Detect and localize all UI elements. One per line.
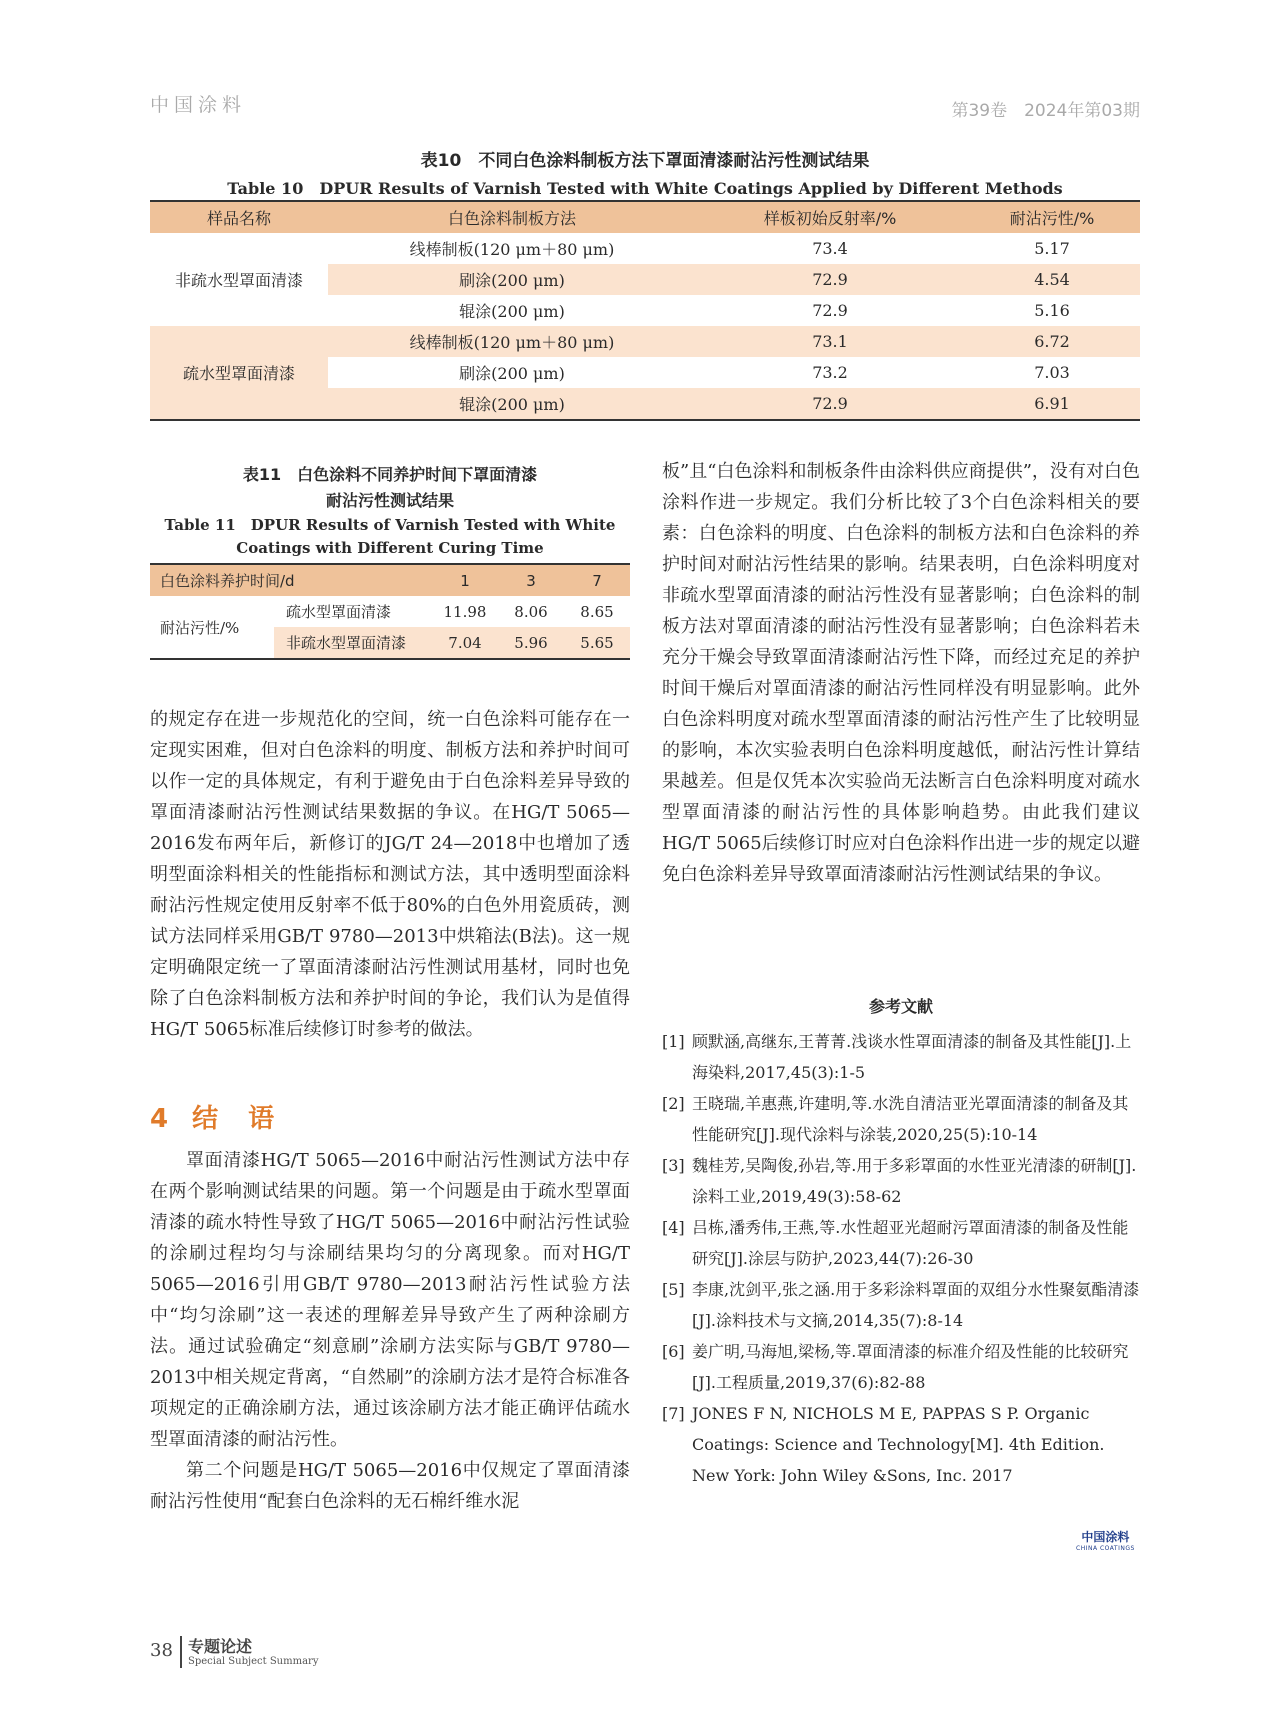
table10-reflectance: 72.9 — [812, 301, 848, 320]
logo-cn: 中国涂料 — [1081, 1530, 1130, 1544]
table10-dpur: 4.54 — [1034, 270, 1070, 289]
table11-header-row — [150, 564, 630, 596]
table11-value: 7.04 — [432, 627, 498, 659]
reference-number: [5] — [662, 1280, 685, 1299]
table10-method: 刷涂(200 μm) — [459, 364, 565, 383]
table11-day: 7 — [564, 564, 630, 596]
reference-item — [662, 1026, 1140, 1088]
reference-item — [662, 1088, 1140, 1150]
table-row — [150, 233, 1140, 264]
reference-text: JONES F N, NICHOLS M E, PAPPAS S P. Organic Coatings: Science and Technology[M]. 4th Edition. New York: John Wiley &Sons, Inc. 2017 — [692, 1404, 1105, 1485]
reference-number: [1] — [662, 1032, 685, 1051]
table11-value: 11.98 — [443, 602, 487, 621]
reference-text: 魏桂芳,吴陶俊,孙岩,等.用于多彩罩面的水性亚光清漆的研制[J].涂料工业,2019,49(3):58-62 — [692, 1156, 1137, 1206]
reference-text: 顾默涵,高继东,王菁菁.浅谈水性罩面清漆的制备及其性能[J].上海染料,2017,45(3):1-5 — [692, 1032, 1132, 1082]
paragraph: 罩面清漆HG/T 5065—2016中耐沾污性测试方法中存在两个影响测试结果的问题。第一个问题是由于疏水型罩面清漆的疏水特性导致了HG/T 5065—2016中耐沾污性试验的涂刷过程均匀与涂刷结果均匀的分离现象。而对HG/T 5065—2016引用GB/T 9780—2013耐沾污性试验方法中“均匀涂刷”这一表述的理解差异导致产生了两种涂刷方法。通过试验确定“刻意刷”涂刷方法实际与GB/T 9780—2013中相关规定背离，“自然刷”的涂刷方法才是符合标准各项规定的正确涂刷方法，通过该涂刷方法才能正确评估疏水型罩面清漆的耐沾污性。 — [150, 1150, 630, 1450]
table11-header-label: 白色涂料养护时间/d — [150, 564, 432, 596]
table11-series-name: 非疏水型罩面清漆 — [274, 627, 432, 659]
table10-reflectance: 72.9 — [696, 388, 964, 420]
table11 — [150, 563, 630, 660]
reference-number: [3] — [662, 1156, 685, 1175]
table11-value: 8.06 — [514, 602, 548, 621]
logo-en: CHINA COATINGS — [1076, 1545, 1135, 1552]
table10-header-dpur: 耐沾污性/% — [964, 201, 1140, 233]
table10-dpur: 5.17 — [1034, 239, 1070, 258]
table11-value: 5.96 — [498, 627, 564, 659]
conclusion-text — [150, 1145, 630, 1517]
table10-method: 线棒制板(120 μm＋80 μm) — [409, 240, 615, 259]
reference-item — [662, 1398, 1140, 1491]
journal-logo — [1076, 1528, 1135, 1552]
table10-header-row — [150, 201, 1140, 233]
reference-number: [2] — [662, 1094, 685, 1113]
table10-header-sample: 样品名称 — [150, 201, 328, 233]
paragraph: 第二个问题是HG/T 5065—2016中仅规定了罩面清漆耐沾污性使用“配套白色涂料的无石棉纤维水泥 — [150, 1460, 630, 1512]
footer-section-en: Special Subject Summary — [188, 1656, 319, 1667]
section-heading — [150, 1098, 298, 1135]
reference-number: [4] — [662, 1218, 685, 1237]
table11-day: 1 — [432, 564, 498, 596]
section-title: 结 语 — [192, 1104, 277, 1134]
table10-dpur: 6.72 — [1034, 332, 1070, 351]
reference-item — [662, 1274, 1140, 1336]
reference-text: 吕栋,潘秀伟,王燕,等.水性超亚光超耐污罩面清漆的制备及性能研究[J].涂层与防护,2023,44(7):26-30 — [692, 1218, 1129, 1268]
references-heading: 参考文献 — [868, 997, 933, 1016]
table10-header-reflectance: 样板初始反射率/% — [696, 201, 964, 233]
footer-section-cn: 专题论述 — [188, 1637, 253, 1656]
table10-reflectance: 73.2 — [812, 363, 848, 382]
table10-method: 线棒制板(120 μm＋80 μm) — [409, 333, 615, 352]
table10-method: 刷涂(200 μm) — [459, 271, 565, 290]
table10-reflectance: 73.1 — [812, 332, 848, 351]
table10-dpur: 7.03 — [1034, 363, 1070, 382]
table11-caption-en-1: Table 11 DPUR Results of Varnish Tested with White — [164, 516, 616, 534]
reference-item — [662, 1212, 1140, 1274]
table-row — [150, 326, 1140, 357]
table11-caption-cn-1: 表11 白色涂料不同养护时间下罩面清漆 — [242, 465, 538, 484]
table10-caption-cn: 表10 不同白色涂料制板方法下罩面清漆耐沾污性测试结果 — [420, 151, 870, 171]
table11-day: 3 — [498, 564, 564, 596]
paragraph: 的规定存在进一步规范化的空间，统一白色涂料可能存在一定现实困难，但对白色涂料的明度、制板方法和养护时间可以作一定的具体规定，有利于避免由于白色涂料差异导致的罩面清漆耐沾污性测试结果数据的争议。在HG/T 5065—2016发布两年后，新修订的JG/T 24—2018中也增加了透明型面涂料相关的性能指标和测试方法，其中透明型面涂料耐沾污性规定使用反射率不低于80%的白色外用瓷质砖，测试方法同样采用GB/T 9780—2013中烘箱法(B法)。这一规定明确限定统一了罩面清漆耐沾污性测试用基材，同时也免除了白色涂料制板方法和养护时间的争论，我们认为是值得HG/T 5065标准后续修订时参考的做法。 — [150, 709, 630, 1040]
journal-name: 中国涂料 — [150, 94, 247, 116]
table10-caption-en: Table 10 DPUR Results of Varnish Tested with White Coatings Applied by Different Methods — [227, 179, 1063, 198]
reference-text: 李康,沈剑平,张之涵.用于多彩涂料罩面的双组分水性聚氨酯清漆[J].涂料技术与文摘,2014,35(7):8-14 — [692, 1280, 1140, 1330]
reference-number: [7] — [662, 1404, 685, 1423]
table11-series-name: 疏水型罩面清漆 — [286, 603, 392, 621]
reference-item — [662, 1150, 1140, 1212]
section-number: 4 — [150, 1104, 171, 1134]
table10-header-method: 白色涂料制板方法 — [328, 201, 696, 233]
table11-row-label: 耐沾污性/% — [150, 596, 274, 659]
table10-method: 辊涂(200 μm) — [328, 388, 696, 420]
references-list — [662, 1026, 1140, 1491]
table10-reflectance: 72.9 — [812, 270, 848, 289]
reference-text: 王晓瑞,羊惠燕,许建明,等.水洗自清洁亚光罩面清漆的制备及其性能研究[J].现代涂料与涂装,2020,25(5):10-14 — [692, 1094, 1129, 1144]
page-number: 38 — [150, 1640, 173, 1661]
reference-text: 姜广明,马海旭,梁杨,等.罩面清漆的标准介绍及性能的比较研究[J].工程质量,2019,37(6):82-88 — [692, 1342, 1129, 1392]
table10-group-name: 非疏水型罩面清漆 — [174, 271, 303, 290]
table10-dpur: 5.16 — [1034, 301, 1070, 320]
reference-number: [6] — [662, 1342, 685, 1361]
table10 — [150, 200, 1140, 421]
paragraph: 板”且“白色涂料和制板条件由涂料供应商提供”，没有对白色涂料作进一步规定。我们分析比较了3个白色涂料相关的要素：白色涂料的明度、白色涂料的制板方法和白色涂料的养护时间对耐沾污性结果的影响。结果表明，白色涂料明度对非疏水型罩面清漆的耐沾污性没有显著影响；白色涂料的制板方法对罩面清漆的耐沾污性没有显著影响；白色涂料若未充分干燥会导致罩面清漆耐沾污性下降，而经过充足的养护时间干燥后对罩面清漆的耐沾污性同样没有明显影响。此外白色涂料明度对疏水型罩面清漆的耐沾污性产生了比较明显的影响，本次实验表明白色涂料明度越低，耐沾污性计算结果越差。但是仅凭本次实验尚无法断言白色涂料明度对疏水型罩面清漆的耐沾污性的具体影响趋势。由此我们建议HG/T 5065后续修订时应对白色涂料作出进一步的规定以避免白色涂料差异导致罩面清漆耐沾污性测试结果的争议。 — [662, 461, 1140, 885]
reference-item — [662, 1336, 1140, 1398]
issue-info: 第39卷 2024年第03期 — [951, 101, 1140, 121]
left-column-text — [150, 704, 630, 1045]
footer-divider — [180, 1636, 182, 1668]
table11-value: 5.65 — [564, 627, 630, 659]
table10-reflectance: 73.4 — [812, 239, 848, 258]
table11-caption-en-2: Coatings with Different Curing Time — [236, 539, 544, 557]
table11-value: 8.65 — [580, 602, 614, 621]
table10-method: 辊涂(200 μm) — [459, 302, 565, 321]
table10-group-name: 疏水型罩面清漆 — [150, 326, 328, 420]
table11-caption-cn-2: 耐沾污性测试结果 — [325, 491, 454, 510]
table-row — [150, 596, 630, 627]
table10-dpur: 6.91 — [964, 388, 1140, 420]
right-column-text — [662, 456, 1140, 890]
